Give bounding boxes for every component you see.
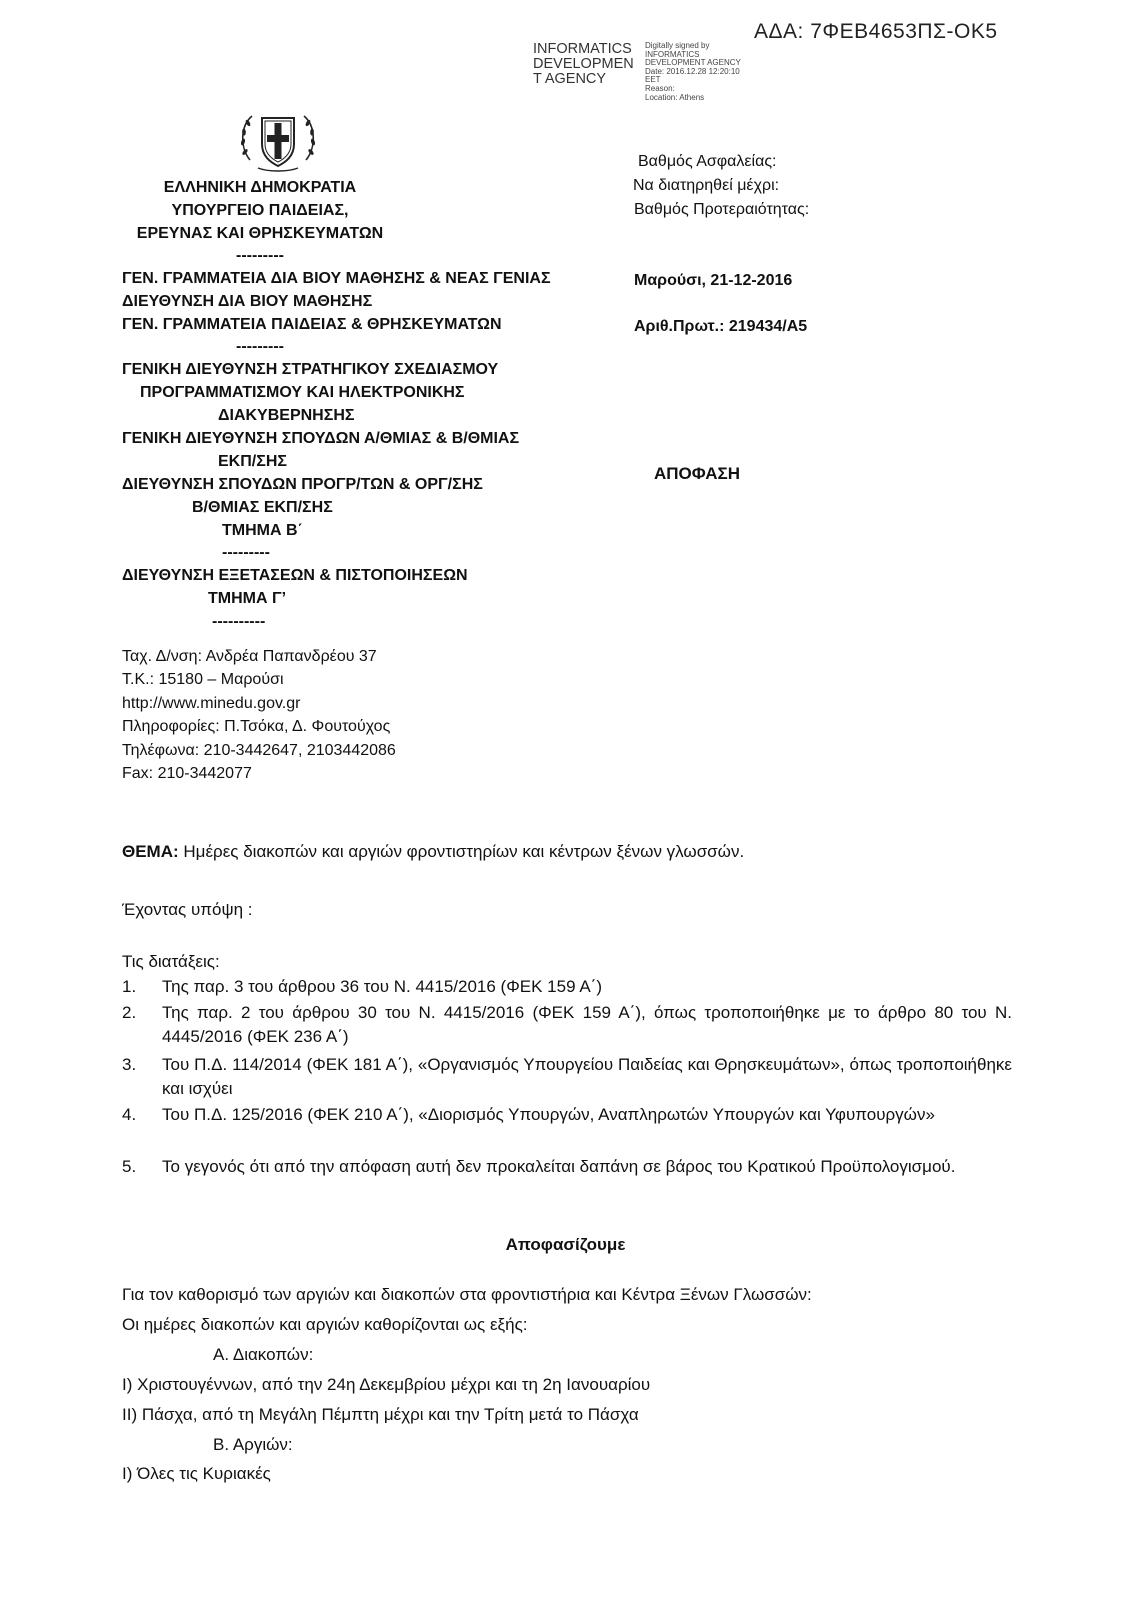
header-country: ΕΛΛΗΝΙΚΗ ΔΗΜΟΚΡΑΤΙΑ: [163, 179, 357, 196]
header-d1-line1: ΔΙΕΥΘΥΝΣΗ ΣΠΟΥΔΩΝ ΠΡΟΓΡ/ΤΩΝ & ΟΡΓ/ΣΗΣ: [122, 476, 483, 493]
header-directorate-lifelong: ΔΙΕΥΘΥΝΣΗ ΔΙΑ ΒΙΟΥ ΜΑΘΗΣΗΣ: [122, 293, 373, 310]
list-item-number: 2.: [122, 1003, 137, 1022]
header-d1-line3: ΤΜΗΜΑ Β΄: [222, 522, 303, 539]
signature-details: [645, 42, 775, 102]
contact-website: http://www.minedu.gov.gr: [122, 694, 301, 712]
contact-info: Πληροφορίες: Π.Τσόκα, Δ. Φουτούχος: [122, 718, 391, 736]
header-secretariat-2: ΓΕΝ. ΓΡΑΜΜΑΤΕΙΑ ΠΑΙΔΕΙΑΣ & ΘΡΗΣΚΕΥΜΑΤΩΝ: [122, 316, 502, 333]
section-b-heading: Β. Αργιών:: [213, 1435, 293, 1454]
document-date: Μαρούσι, 21-12-2016: [634, 272, 793, 289]
subject-line: [122, 840, 1012, 864]
header-gd1-line2: ΠΡΟΓΡΑΜΜΑΤΙΣΜΟΥ ΚΑΙ ΗΛΕΚΤΡΟΝΙΚΗΣ: [140, 384, 465, 401]
keep-until-label: Να διατηρηθεί μέχρι:: [633, 177, 780, 194]
subject-text: Ημέρες διακοπών και αργιών φροντιστηρίων και κέντρων ξένων γλωσσών.: [178, 842, 745, 861]
list-item-text: Του Π.Δ. 125/2016 (ΦΕΚ 210 Α΄), «Διορισμός Υπουργών, Αναπληρωτών Υπουργών και Υφυπουργών»: [162, 1105, 935, 1124]
signature-line: Reason:: [645, 83, 675, 93]
header-ministry-line2: ΕΡΕΥΝΑΣ ΚΑΙ ΘΡΗΣΚΕΥΜΑΤΩΝ: [136, 225, 384, 242]
priority-label: Βαθμός Προτεραιότητας:: [634, 201, 810, 218]
contact-phones: Τηλέφωνα: 210-3442647, 2103442086: [122, 741, 396, 759]
contact-postcode: Τ.Κ.: 15180 – Μαρούσι: [122, 671, 284, 689]
classification-block: [633, 150, 810, 222]
header-gd1-line3: ΔΙΑΚΥΒΕΡΝΗΣΗΣ: [218, 407, 355, 424]
ada-code: ΑΔΑ: 7ΦΕΒ4653ΠΣ-ΟΚ5: [754, 20, 998, 43]
signature-line: EET: [645, 75, 661, 85]
list-item-text: Του Π.Δ. 114/2014 (ΦΕΚ 181 Α΄), «Οργανισμός Υπουργείου Παιδείας και Θρησκευμάτων», όπως τροποποιήθηκε και ισχύει: [162, 1055, 1012, 1098]
signature-line: Location: Athens: [645, 92, 705, 102]
header-separator: ---------: [222, 544, 270, 561]
contact-fax: Fax: 210-3442077: [122, 765, 252, 783]
decision-intro-2: Οι ημέρες διακοπών και αργιών καθορίζονται ως εξής:: [122, 1315, 528, 1334]
list-item-number: 5.: [122, 1157, 137, 1176]
holiday-easter: ΙΙ) Πάσχα, από τη Μεγάλη Πέμπτη μέχρι και την Τρίτη μετά το Πάσχα: [122, 1405, 639, 1424]
provisions-heading: Τις διατάξεις:: [122, 952, 220, 971]
list-item-number: 4.: [122, 1105, 137, 1124]
decision-intro: Για τον καθορισμό των αργιών και διακοπών στα φροντιστήρια και Κέντρα Ξένων Γλωσσών:: [122, 1285, 812, 1304]
header-ministry-line1: ΥΠΟΥΡΓΕΙΟ ΠΑΙΔΕΙΑΣ,: [171, 202, 349, 219]
header-d2-line1: ΔΙΕΥΘΥΝΣΗ ΕΞΕΤΑΣΕΩΝ & ΠΙΣΤΟΠΟΙΗΣΕΩΝ: [122, 567, 468, 584]
protocol-number: Αριθ.Πρωτ.: 219434/Α5: [634, 318, 808, 335]
security-label: Βαθμός Ασφαλείας:: [638, 153, 777, 170]
header-d2-line2: ΤΜΗΜΑ Γ’: [208, 590, 287, 607]
list-item-number: 3.: [122, 1055, 137, 1074]
list-item-text: Της παρ. 2 του άρθρου 30 του Ν. 4415/2016 (ΦΕΚ 159 Α΄), όπως τροποποιήθηκε με το άρθρο 80 του Ν. 4445/2016 (ΦΕΚ 236 Α΄): [162, 1003, 1012, 1046]
decision-title: ΑΠΟΦΑΣΗ: [654, 464, 741, 483]
header-separator: ---------: [236, 247, 284, 264]
header-gd1-line1: ΓΕΝΙΚΗ ΔΙΕΥΘΥΝΣΗ ΣΤΡΑΤΗΓΙΚΟΥ ΣΧΕΔΙΑΣΜΟΥ: [122, 361, 499, 378]
header-gd2-line1: ΓΕΝΙΚΗ ΔΙΕΥΘΥΝΣΗ ΣΠΟΥΔΩΝ Α/ΘΜΙΑΣ & Β/ΘΜΙΑΣ: [122, 430, 520, 447]
header-d1-line2: Β/ΘΜΙΑΣ ΕΚΠ/ΣΗΣ: [192, 499, 333, 516]
header-separator: ---------: [236, 338, 284, 355]
signature-line: DEVELOPMENT AGENCY: [645, 58, 741, 68]
list-item-text: Της παρ. 3 του άρθρου 36 του Ν. 4415/2016 (ΦΕΚ 159 Α΄): [162, 977, 602, 996]
header-gd2-line2: ΕΚΠ/ΣΗΣ: [218, 453, 287, 470]
signature-line: Date: 2016.12.28 12:20:10: [645, 66, 740, 76]
holiday-christmas: Ι) Χριστουγέννων, από την 24η Δεκεμβρίου μέχρι και τη 2η Ιανουαρίου: [122, 1375, 651, 1394]
header-secretariat-1: ΓΕΝ. ΓΡΑΜΜΑΤΕΙΑ ΔΙΑ ΒΙΟΥ ΜΑΘΗΣΗΣ & ΝΕΑΣ ΓΕΝΙΑΣ: [122, 270, 551, 287]
holiday-sundays: Ι) Όλες τις Κυριακές: [122, 1464, 271, 1483]
considering-heading: Έχοντας υπόψη :: [122, 900, 253, 919]
signature-line: Digitally signed by: [645, 41, 710, 50]
list-item-number: 1.: [122, 977, 137, 996]
subject-label: ΘΕΜΑ:: [122, 842, 179, 861]
greek-emblem-icon: [236, 108, 320, 174]
signature-agency: INFORMATICS DEVELOPMEN T AGENCY: [533, 41, 634, 87]
header-separator: ----------: [212, 613, 266, 630]
list-item-text: Το γεγονός ότι από την απόφαση αυτή δεν προκαλείται δαπάνη σε βάρος του Κρατικού Προϋπολογισμού.: [162, 1157, 956, 1176]
section-a-heading: Α. Διακοπών:: [213, 1345, 314, 1364]
contact-address: Ταχ. Δ/νση: Ανδρέα Παπανδρέου 37: [122, 648, 377, 665]
decide-heading: Αποφασίζουμε: [505, 1235, 626, 1254]
contact-block: [122, 645, 396, 785]
signature-line: INFORMATICS: [645, 49, 700, 59]
